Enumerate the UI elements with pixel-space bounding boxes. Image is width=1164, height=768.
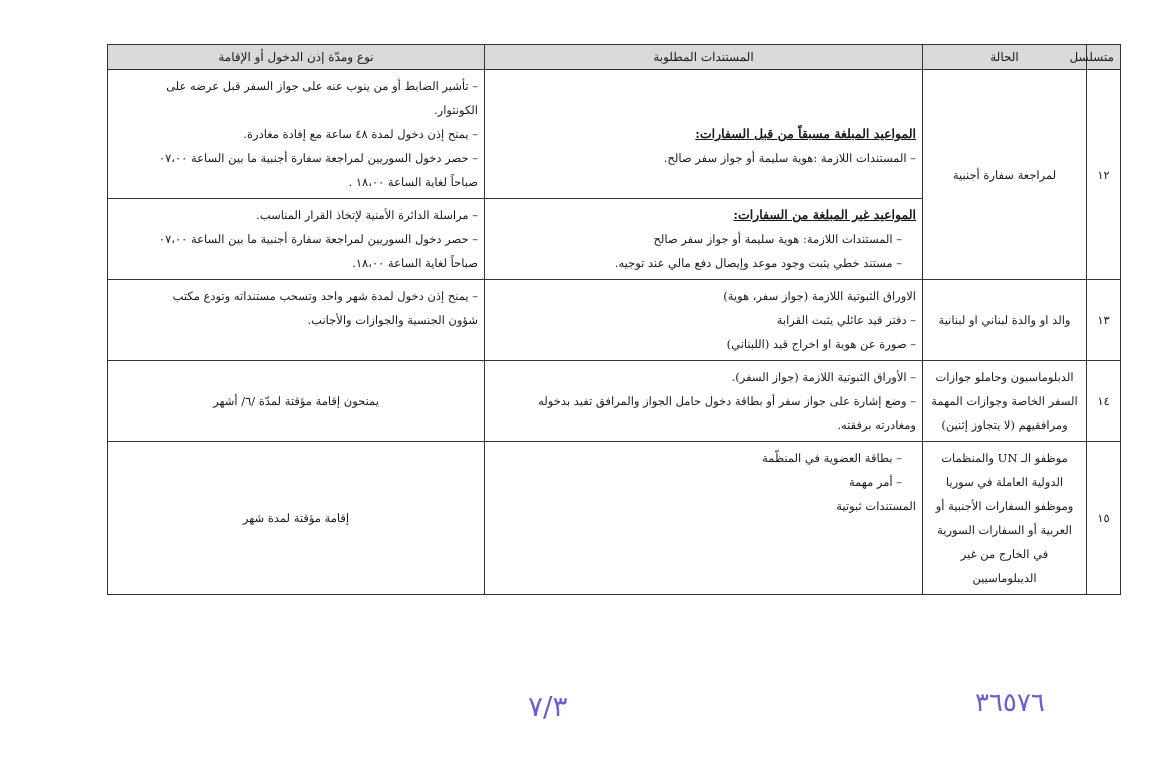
row-12-docs-a-title: المواعيد المبلغة مسبقاً من قبل السفارات: xyxy=(695,126,916,141)
row-12-type-b-line2: – حصر دخول السوريين لمراجعة سفارة أجنبية ما بين الساعة ٠٧،٠٠ xyxy=(158,232,478,246)
header-serial: متسلسل xyxy=(1087,45,1121,70)
row-15-case-line4: العربية أو السفارات السورية xyxy=(937,523,1072,537)
row-14-docs-line3: ومغادرته برفقته. xyxy=(837,418,916,432)
row-12-type-a-line5: صباحاً لغاية الساعة ١٨،٠٠ . xyxy=(348,175,478,189)
row-12-docs-a xyxy=(485,70,923,199)
row-12-docs-b-line1: – المستندات اللازمة: هوية سليمة أو جواز سفر صالح xyxy=(653,232,902,246)
row-14-case xyxy=(923,361,1087,442)
row-14-type: يمنحون إقامة مؤقتة لمدّة /٦/ أشهر xyxy=(108,361,485,442)
row-12-type-b-line3: صباحاً لغاية الساعة ١٨،٠٠. xyxy=(352,256,478,270)
row-13-docs-line2: – دفتر قيد عائلي يثبت القرابة xyxy=(776,313,916,327)
handwritten-reference-number: ٣٦٥٧٦ xyxy=(975,688,1045,718)
row-12-type-a-line3: – يمنح إذن دخول لمدة ٤٨ ساعة مع إفادة مغادرة. xyxy=(243,127,478,141)
row-14-case-line2: السفر الخاصة وجوازات المهمة xyxy=(931,394,1078,408)
row-13-type-line1: – يمنح إذن دخول لمدة شهر واحد وتسحب مستنداته وتودع مكتب xyxy=(172,289,478,303)
row-12-type-b xyxy=(108,199,485,280)
row-15-docs-line1: – بطاقة العضوية في المنظّمة xyxy=(762,451,902,465)
row-15-docs-line2: – أمر مهمة xyxy=(848,475,902,489)
table-row-15 xyxy=(108,442,1121,595)
row-15-case-line2: الدولية العاملة في سوريا xyxy=(945,475,1064,489)
row-12-serial: ١٢ xyxy=(1087,70,1121,280)
header-case: الحالة xyxy=(923,45,1087,70)
regulations-table xyxy=(107,44,1121,595)
row-13-case: والد او والدة لبناني او لبنانية xyxy=(923,280,1087,361)
row-12-docs-a-line1: – المستندات اللازمة :هوية سليمة أو جواز سفر صالح. xyxy=(663,151,916,165)
row-13-docs-line1: الاوراق الثبوتية اللازمة (جواز سفر، هوية) xyxy=(723,289,916,303)
row-15-case xyxy=(923,442,1087,595)
row-15-type: إقامة مؤقتة لمدة شهر xyxy=(108,442,485,595)
row-15-case-line1: موظفو الـ UN والمنظمات xyxy=(941,451,1068,465)
row-13-type xyxy=(108,280,485,361)
row-14-serial: ١٤ xyxy=(1087,361,1121,442)
row-14-docs xyxy=(485,361,923,442)
row-13-docs xyxy=(485,280,923,361)
row-14-docs-line1: – الأوراق الثبوتية اللازمة (جواز السفر). xyxy=(731,370,916,384)
row-15-case-line6: الديبلوماسيين xyxy=(972,571,1037,585)
table-row-12a xyxy=(108,70,1121,199)
row-12-case: لمراجعة سفارة أجنبية xyxy=(923,70,1087,280)
handwritten-page-mark: ٧/٣ xyxy=(528,690,568,723)
row-13-docs-line3: – صورة عن هوية او اخراج قيد (اللبناني) xyxy=(726,337,916,351)
row-12-docs-b xyxy=(485,199,923,280)
row-14-docs-line2: – وضع إشارة على جواز سفر أو بطاقة دخول حامل الجواز والمرافق تفيد بدخوله xyxy=(538,394,916,408)
row-15-docs xyxy=(485,442,923,595)
row-12-type-a-line4: – حصر دخول السوريين لمراجعة سفارة أجنبية ما بين الساعة ٠٧،٠٠ xyxy=(158,151,478,165)
row-12-type-a xyxy=(108,70,485,199)
row-13-type-line2: شؤون الجنسية والجوازات والأجانب. xyxy=(307,313,478,327)
row-15-serial: ١٥ xyxy=(1087,442,1121,595)
table-row-14 xyxy=(108,361,1121,442)
row-14-case-line1: الدبلوماسيون وحاملو جوازات xyxy=(935,370,1074,384)
row-12-type-a-line1: – تأشير الضابط أو من ينوب عنه على جواز السفر قبل عرضه على xyxy=(166,79,478,93)
row-14-case-line3: ومرافقيهم (لا يتجاوز إثنين) xyxy=(941,418,1068,432)
table-header-row xyxy=(108,45,1121,70)
row-12-type-b-line1: – مراسلة الدائرة الأمنية لإتخاذ القرار المناسب. xyxy=(256,208,478,222)
row-12-docs-b-line2: – مستند خطي يثبت وجود موعد وإيصال دفع مالي عند توجيه. xyxy=(614,256,902,270)
header-documents: المستندات المطلوبة xyxy=(485,45,923,70)
table-row-13 xyxy=(108,280,1121,361)
row-15-case-line5: في الخارج من غير xyxy=(960,547,1049,561)
row-12-docs-b-title: المواعيد غير المبلغة من السفارات: xyxy=(733,207,916,222)
row-15-docs-line3: المستندات ثبوتية xyxy=(836,499,916,513)
row-13-serial: ١٣ xyxy=(1087,280,1121,361)
row-15-case-line3: وموظفو السفارات الأجنبية أو xyxy=(935,499,1074,513)
header-type: نوع ومدّة إذن الدخول أو الإقامة xyxy=(108,45,485,70)
row-12-type-a-line2: الكونتوار. xyxy=(433,103,478,117)
